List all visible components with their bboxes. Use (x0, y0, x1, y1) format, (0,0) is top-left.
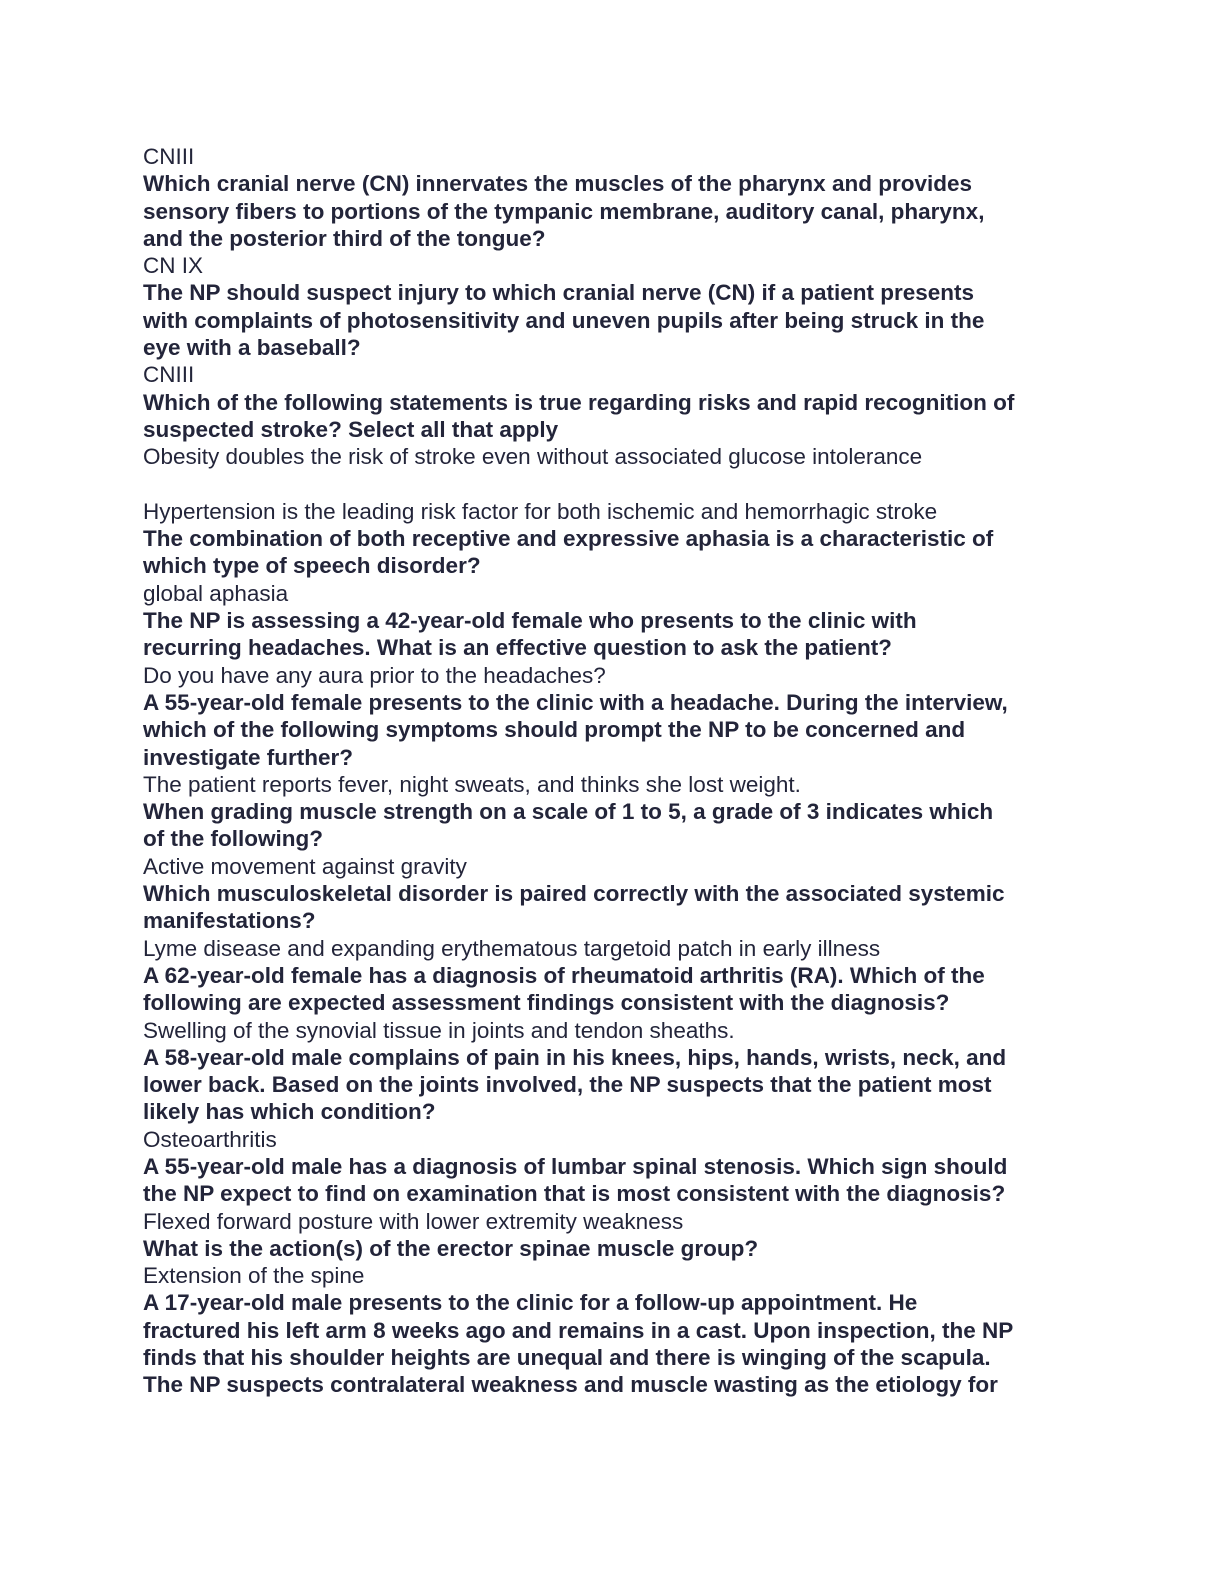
question-line: What is the action(s) of the erector spinae muscle group? (143, 1235, 759, 1261)
question (143, 962, 1088, 1017)
answer-line: global aphasia (143, 580, 289, 606)
question (143, 1289, 1088, 1398)
question-line: manifestations? (143, 908, 316, 934)
question (143, 689, 1088, 771)
answer (143, 771, 1088, 798)
answer-line: Active movement against gravity (143, 853, 467, 879)
answer-line: Lyme disease and expanding erythematous targetoid patch in early illness (143, 935, 881, 961)
answer-line: CNIII (143, 144, 195, 169)
answer-line: CNIII (143, 362, 195, 388)
question-line: A 55-year-old female presents to the clinic with a headache. During the interview, (143, 689, 1008, 715)
question-line: Which cranial nerve (CN) innervates the muscles of the pharynx and provides (143, 171, 972, 197)
question-line: and the posterior third of the tongue? (143, 225, 546, 251)
answer-line: The patient reports fever, night sweats, and thinks she lost weight. (143, 771, 801, 797)
question-line: When grading muscle strength on a scale of 1 to 5, a grade of 3 indicates which (143, 799, 994, 825)
answer-line: Swelling of the synovial tissue in joints and tendon sheaths. (143, 1017, 735, 1043)
question (143, 880, 1088, 935)
answer-line: CN IX (143, 253, 204, 279)
question (143, 389, 1088, 444)
question-line: Which musculoskeletal disorder is paired correctly with the associated systemic (143, 881, 1005, 907)
question-line: The NP should suspect injury to which cranial nerve (CN) if a patient presents (143, 280, 975, 306)
question-line: The combination of both receptive and expressive aphasia is a characteristic of (143, 526, 994, 552)
answer (143, 143, 1088, 170)
question-line: suspected stroke? Select all that apply (143, 416, 559, 442)
question-line: following are expected assessment findings consistent with the diagnosis? (143, 990, 950, 1016)
answer-line: Obesity doubles the risk of stroke even without associated glucose intolerance (143, 444, 923, 470)
answer (143, 580, 1088, 607)
answer (143, 853, 1088, 880)
question (143, 525, 1088, 580)
answer-line: Osteoarthritis (143, 1126, 277, 1152)
answer (143, 361, 1088, 388)
question (143, 1153, 1088, 1208)
answer-line: Extension of the spine (143, 1263, 365, 1289)
answer (143, 935, 1088, 962)
question-line: with complaints of photosensitivity and uneven pupils after being struck in the (143, 307, 985, 333)
question-line: eye with a baseball? (143, 335, 361, 361)
question-line: finds that his shoulder heights are unequal and there is winging of the scapula. (143, 1345, 991, 1371)
question (143, 1235, 1088, 1262)
question-line: A 55-year-old male has a diagnosis of lumbar spinal stenosis. Which sign should (143, 1153, 1008, 1179)
answer (143, 1208, 1088, 1235)
document-page (143, 143, 1088, 1399)
answer (143, 662, 1088, 689)
answer-line: Do you have any aura prior to the headaches? (143, 662, 606, 688)
question-line: A 17-year-old male presents to the clinic for a follow-up appointment. He (143, 1290, 918, 1316)
question-line: the NP expect to find on examination that is most consistent with the diagnosis? (143, 1181, 1006, 1207)
question-line: Which of the following statements is true regarding risks and rapid recognition of (143, 389, 1015, 415)
question-line: The NP is assessing a 42-year-old female who presents to the clinic with (143, 608, 917, 634)
question-line: recurring headaches. What is an effective question to ask the patient? (143, 635, 892, 661)
question-line: The NP suspects contralateral weakness and muscle wasting as the etiology for (143, 1372, 998, 1398)
question (143, 798, 1088, 853)
question-line: of the following? (143, 826, 323, 852)
question-line: sensory fibers to portions of the tympanic membrane, auditory canal, pharynx, (143, 198, 985, 224)
answer (143, 1017, 1088, 1044)
answer (143, 443, 1088, 470)
question-line: which of the following symptoms should prompt the NP to be concerned and (143, 717, 966, 743)
answer (143, 1126, 1088, 1153)
question-line: A 58-year-old male complains of pain in his knees, hips, hands, wrists, neck, and (143, 1044, 1007, 1070)
answer (143, 498, 1088, 525)
question (143, 279, 1088, 361)
answer (143, 1262, 1088, 1289)
question-line: fractured his left arm 8 weeks ago and remains in a cast. Upon inspection, the NP (143, 1317, 1014, 1343)
question-line: A 62-year-old female has a diagnosis of rheumatoid arthritis (RA). Which of the (143, 962, 985, 988)
question (143, 170, 1088, 252)
question-line: likely has which condition? (143, 1099, 436, 1125)
answer-line: Flexed forward posture with lower extremity weakness (143, 1208, 684, 1234)
blank-line (143, 471, 1088, 498)
question-line: investigate further? (143, 744, 354, 770)
question-line: which type of speech disorder? (143, 553, 481, 579)
answer (143, 252, 1088, 279)
question-line: lower back. Based on the joints involved, the NP suspects that the patient most (143, 1072, 992, 1098)
question (143, 607, 1088, 662)
question (143, 1044, 1088, 1126)
answer-line: Hypertension is the leading risk factor for both ischemic and hemorrhagic stroke (143, 498, 938, 524)
